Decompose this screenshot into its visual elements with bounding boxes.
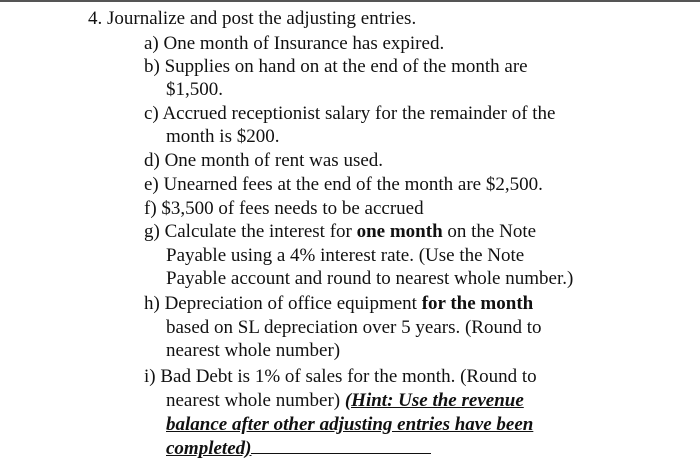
item-c-line-1: c) Accrued receptionist salary for the remainder of the <box>144 103 556 124</box>
item-h-line-1 <box>144 292 533 315</box>
item-b-line-2: $1,500. <box>166 79 223 100</box>
item-i-line-2 <box>166 389 524 412</box>
item-f: f) $3,500 of fees needs to be accrued <box>144 198 424 219</box>
item-g-line-3: Payable account and round to nearest whole number.) <box>166 268 574 289</box>
item-b-line-1: b) Supplies on hand on at the end of the month are <box>144 56 528 77</box>
item-c-line-2: month is $200. <box>166 126 280 147</box>
hint-text-middle: balance after other adjusting entries have been <box>166 414 534 435</box>
item-h-line-2: based on SL depreciation over 5 years. (Round to <box>166 317 542 338</box>
item-g-line-1 <box>144 220 536 243</box>
question-heading: 4. Journalize and post the adjusting entries. <box>88 8 417 29</box>
item-h-emphasis: for the month <box>421 293 534 314</box>
item-a: a) One month of Insurance has expired. <box>144 33 445 54</box>
item-d: d) One month of rent was used. <box>144 150 384 171</box>
item-i-line-1: i) Bad Debt is 1% of sales for the month. (Round to <box>144 366 537 387</box>
item-g-text-start: g) Calculate the interest for <box>144 221 357 242</box>
hint-text-start: (Hint: Use the revenue <box>344 390 524 411</box>
item-h-line-3: nearest whole number) <box>166 340 341 361</box>
item-h-text-start: h) Depreciation of office equipment <box>144 293 422 314</box>
answer-blank-line <box>251 437 431 454</box>
item-e: e) Unearned fees at the end of the month are $2,500. <box>144 174 543 195</box>
item-g-emphasis: one month <box>356 221 443 242</box>
item-i-text-start: nearest whole number) <box>166 390 345 411</box>
item-g-text-end: on the Note <box>442 221 537 242</box>
item-i-line-4 <box>166 437 431 460</box>
item-g-line-2: Payable using a 4% interest rate. (Use the Note <box>166 245 525 266</box>
hint-text-end: completed) <box>166 438 252 459</box>
